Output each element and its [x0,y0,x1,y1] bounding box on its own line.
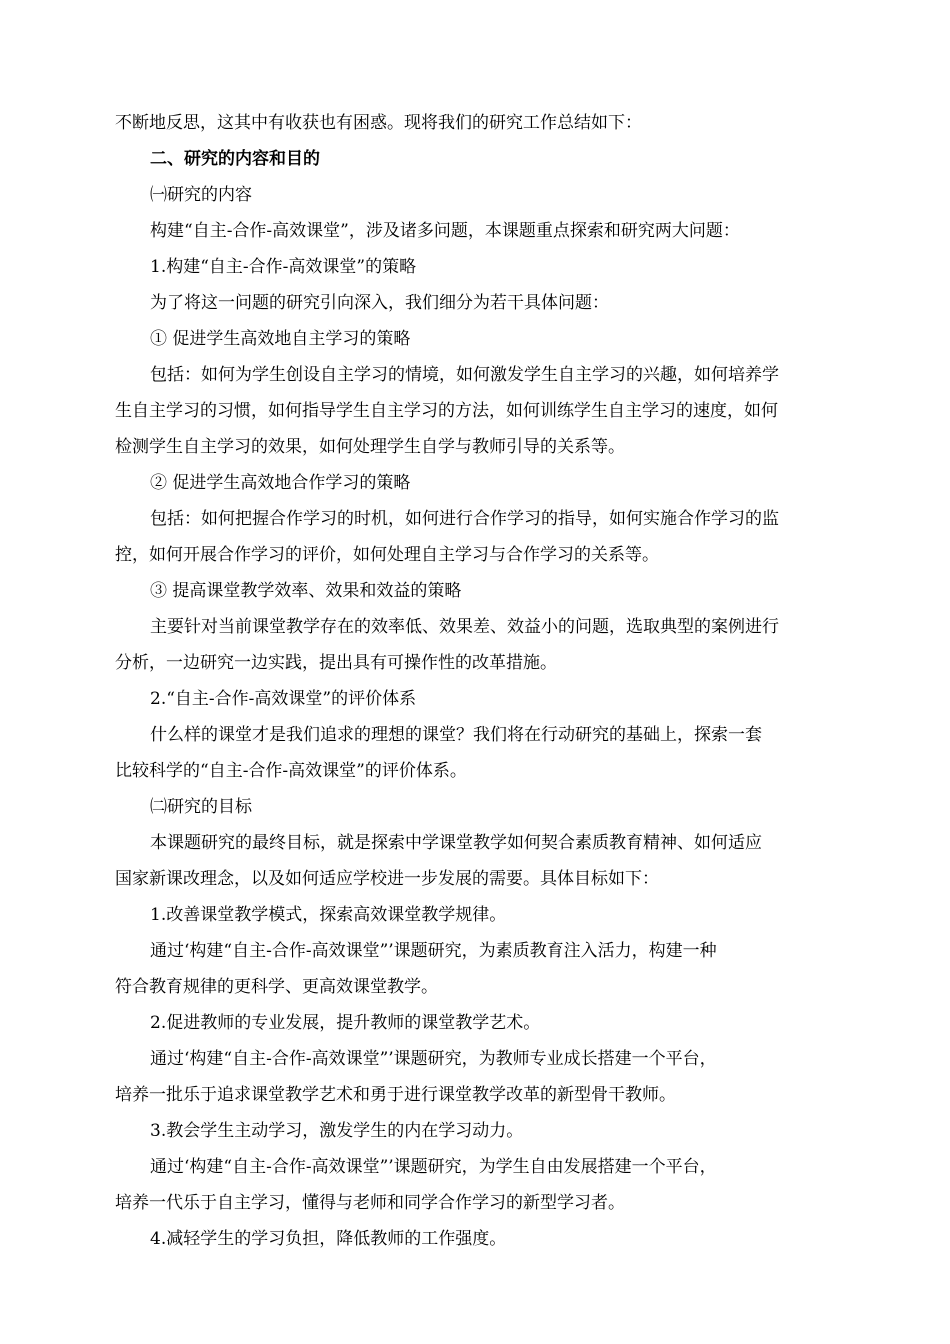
paragraph-line: 包括：如何为学生创设自主学习的情境，如何激发学生自主学习的兴趣，如何培养学 [150,365,779,385]
paragraph-line: 不断地反思，这其中有收获也有困惑。现将我们的研究工作总结如下： [115,113,642,133]
item-heading: ③ 提高课堂教学效率、效果和效益的策略 [150,581,462,601]
paragraph-line: 符合教育规律的更科学、更高效课堂教学。 [115,977,438,997]
item-heading: 4.减轻学生的学习负担，降低教师的工作强度。 [150,1229,507,1249]
paragraph-line: 检测学生自主学习的效果，如何处理学生自学与教师引导的关系等。 [115,437,625,457]
paragraph-line: 培养一批乐于追求课堂教学艺术和勇于进行课堂教学改革的新型骨干教师。 [115,1085,676,1105]
paragraph-line: 国家新课改理念，以及如何适应学校进一步发展的需要。具体目标如下： [115,869,659,889]
section-heading: 二、研究的内容和目的 [150,149,320,169]
paragraph-line: 比较科学的“自主-合作-高效课堂”的评价体系。 [115,761,467,781]
paragraph-line: 为了将这一问题的研究引向深入，我们细分为若干具体问题： [150,293,609,313]
paragraph-line: 通过‘构建“自主-合作-高效课堂”’课题研究，为学生自由发展搭建一个平台， [150,1157,717,1177]
item-heading: 2.“自主-合作-高效课堂”的评价体系 [150,689,417,709]
item-heading: 1.构建“自主-合作-高效课堂”的策略 [150,257,417,277]
paragraph-line: 生自主学习的习惯，如何指导学生自主学习的方法，如何训练学生自主学习的速度，如何 [115,401,778,421]
item-heading: 1.改善课堂教学模式，探索高效课堂教学规律。 [150,905,507,925]
paragraph-line: 包括：如何把握合作学习的时机，如何进行合作学习的指导，如何实施合作学习的监 [150,509,779,529]
paragraph-line: 分析，一边研究一边实践，提出具有可操作性的改革措施。 [115,653,557,673]
paragraph-line: 本课题研究的最终目标，就是探索中学课堂教学如何契合素质教育精神、如何适应 [150,833,762,853]
paragraph-line: 主要针对当前课堂教学存在的效率低、效果差、效益小的问题，选取典型的案例进行 [150,617,779,637]
item-heading: 3.教会学生主动学习，激发学生的内在学习动力。 [150,1121,524,1141]
subsection-heading: ㈡研究的目标 [150,797,252,817]
paragraph-line: 通过‘构建“自主-合作-高效课堂”’课题研究，为素质教育注入活力，构建一种 [150,941,717,961]
item-heading: ② 促进学生高效地合作学习的策略 [150,473,411,493]
subsection-heading: ㈠研究的内容 [150,185,252,205]
paragraph-line: 什么样的课堂才是我们追求的理想的课堂？我们将在行动研究的基础上，探索一套 [150,725,762,745]
document-body [115,105,840,1257]
item-heading: ① 促进学生高效地自主学习的策略 [150,329,411,349]
paragraph-line: 控，如何开展合作学习的评价，如何处理自主学习与合作学习的关系等。 [115,545,659,565]
paragraph-line: 培养一代乐于自主学习，懂得与老师和同学合作学习的新型学习者。 [115,1193,625,1213]
item-heading: 2.促进教师的专业发展，提升教师的课堂教学艺术。 [150,1013,541,1033]
paragraph-line: 通过‘构建“自主-合作-高效课堂”’课题研究，为教师专业成长搭建一个平台， [150,1049,717,1069]
paragraph-line: 构建“自主-合作-高效课堂”，涉及诸多问题，本课题重点探索和研究两大问题： [150,221,740,241]
